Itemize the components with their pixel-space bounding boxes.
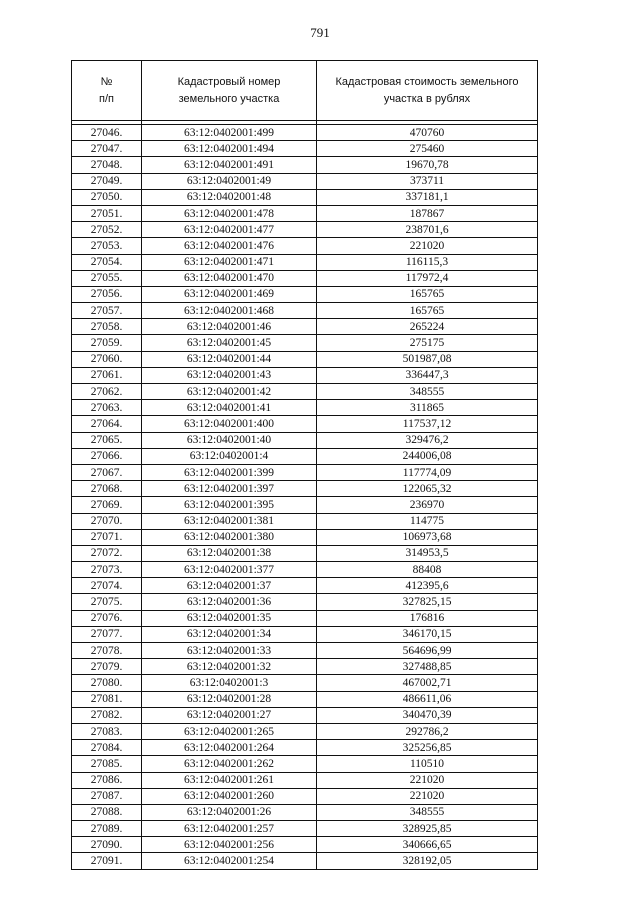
row-number-cell: 27056.: [72, 286, 142, 302]
table-row: [72, 254, 538, 270]
cadastral-value-cell: 244006,08: [317, 448, 538, 464]
row-number-cell: 27078.: [72, 643, 142, 659]
cadastral-number-cell: 63:12:0402001:257: [142, 821, 317, 837]
cadastral-value-cell: 117774,09: [317, 464, 538, 480]
cadastral-number-cell: 63:12:0402001:45: [142, 335, 317, 351]
cadastral-value-cell: 328192,05: [317, 853, 538, 869]
cadastral-number-cell: 63:12:0402001:40: [142, 432, 317, 448]
cadastral-value-cell: 106973,68: [317, 529, 538, 545]
cadastral-value-cell: 265224: [317, 319, 538, 335]
row-number-cell: 27077.: [72, 626, 142, 642]
cadastral-value-cell: 176816: [317, 610, 538, 626]
cadastral-value-cell: 122065,32: [317, 481, 538, 497]
cadastral-value-cell: 110510: [317, 756, 538, 772]
table-row: [72, 691, 538, 707]
table-row: [72, 303, 538, 319]
cadastral-number-cell: 63:12:0402001:477: [142, 222, 317, 238]
cadastral-number-cell: 63:12:0402001:478: [142, 205, 317, 221]
cadastral-number-cell: 63:12:0402001:494: [142, 141, 317, 157]
table-row: [72, 205, 538, 221]
table-row: [72, 319, 538, 335]
cadastral-value-cell: 373711: [317, 173, 538, 189]
row-number-cell: 27074.: [72, 578, 142, 594]
table-row: [72, 594, 538, 610]
row-number-cell: 27053.: [72, 238, 142, 254]
row-number-cell: 27047.: [72, 141, 142, 157]
cadastral-value-cell: 165765: [317, 303, 538, 319]
table-row: [72, 853, 538, 869]
cadastral-value-cell: 187867: [317, 205, 538, 221]
cadastral-number-cell: 63:12:0402001:476: [142, 238, 317, 254]
cadastral-number-cell: 63:12:0402001:32: [142, 659, 317, 675]
cadastral-value-cell: 340666,65: [317, 837, 538, 853]
table-row: [72, 400, 538, 416]
cadastral-number-cell: 63:12:0402001:377: [142, 562, 317, 578]
cadastral-number-cell: 63:12:0402001:468: [142, 303, 317, 319]
row-number-cell: 27048.: [72, 157, 142, 173]
cadastral-value-cell: 337181,1: [317, 189, 538, 205]
row-number-cell: 27075.: [72, 594, 142, 610]
cadastral-number-cell: 63:12:0402001:49: [142, 173, 317, 189]
row-number-cell: 27069.: [72, 497, 142, 513]
cadastral-value-cell: 114775: [317, 513, 538, 529]
row-number-cell: 27070.: [72, 513, 142, 529]
cadastral-number-cell: 63:12:0402001:499: [142, 125, 317, 141]
row-number-cell: 27066.: [72, 448, 142, 464]
cadastral-value-cell: 467002,71: [317, 675, 538, 691]
row-number-cell: 27073.: [72, 562, 142, 578]
table-row: [72, 173, 538, 189]
table-row: [72, 626, 538, 642]
row-number-cell: 27082.: [72, 707, 142, 723]
row-number-cell: 27057.: [72, 303, 142, 319]
row-number-cell: 27072.: [72, 545, 142, 561]
table-row: [72, 481, 538, 497]
cadastral-number-cell: 63:12:0402001:33: [142, 643, 317, 659]
row-number-cell: 27051.: [72, 205, 142, 221]
row-number-cell: 27076.: [72, 610, 142, 626]
cadastral-value-cell: 328925,85: [317, 821, 538, 837]
row-number-cell: 27088.: [72, 804, 142, 820]
table-row: [72, 545, 538, 561]
cadastral-number-cell: 63:12:0402001:43: [142, 367, 317, 383]
table-row: [72, 189, 538, 205]
row-number-cell: 27085.: [72, 756, 142, 772]
cadastral-number-cell: 63:12:0402001:28: [142, 691, 317, 707]
table-row: [72, 270, 538, 286]
row-number-cell: 27060.: [72, 351, 142, 367]
table-row: [72, 529, 538, 545]
cadastral-number-cell: 63:12:0402001:41: [142, 400, 317, 416]
row-number-cell: 27087.: [72, 788, 142, 804]
cadastral-number-cell: 63:12:0402001:27: [142, 707, 317, 723]
cadastral-value-cell: 346170,15: [317, 626, 538, 642]
cadastral-value-cell: 275175: [317, 335, 538, 351]
row-number-cell: 27079.: [72, 659, 142, 675]
cadastral-value-cell: 117537,12: [317, 416, 538, 432]
table-row: [72, 707, 538, 723]
page-number: 791: [310, 25, 330, 40]
cadastral-value-cell: 564696,99: [317, 643, 538, 659]
header-cadastral-number: Кадастровый номер земельного участка: [142, 61, 317, 121]
cadastral-value-cell: 221020: [317, 238, 538, 254]
cadastral-value-cell: 329476,2: [317, 432, 538, 448]
cadastral-value-cell: 165765: [317, 286, 538, 302]
cadastral-number-cell: 63:12:0402001:265: [142, 723, 317, 739]
cadastral-value-cell: 311865: [317, 400, 538, 416]
cadastral-number-cell: 63:12:0402001:38: [142, 545, 317, 561]
row-number-cell: 27058.: [72, 319, 142, 335]
cadastral-value-cell: 501987,08: [317, 351, 538, 367]
row-number-cell: 27090.: [72, 837, 142, 853]
table-row: [72, 432, 538, 448]
row-number-cell: 27059.: [72, 335, 142, 351]
cadastral-value-cell: 116115,3: [317, 254, 538, 270]
cadastral-number-cell: 63:12:0402001:46: [142, 319, 317, 335]
cadastral-value-table: [71, 60, 538, 870]
row-number-cell: 27084.: [72, 740, 142, 756]
cadastral-number-cell: 63:12:0402001:397: [142, 481, 317, 497]
cadastral-number-cell: 63:12:0402001:262: [142, 756, 317, 772]
table-row: [72, 562, 538, 578]
cadastral-value-cell: 486611,06: [317, 691, 538, 707]
cadastral-value-cell: 221020: [317, 788, 538, 804]
row-number-cell: 27089.: [72, 821, 142, 837]
cadastral-number-cell: 63:12:0402001:3: [142, 675, 317, 691]
cadastral-value-cell: 340470,39: [317, 707, 538, 723]
row-number-cell: 27091.: [72, 853, 142, 869]
table-row: [72, 513, 538, 529]
row-number-cell: 27052.: [72, 222, 142, 238]
table-row: [72, 659, 538, 675]
cadastral-number-cell: 63:12:0402001:470: [142, 270, 317, 286]
table-row: [72, 788, 538, 804]
row-number-cell: 27064.: [72, 416, 142, 432]
cadastral-number-cell: 63:12:0402001:254: [142, 853, 317, 869]
cadastral-number-cell: 63:12:0402001:264: [142, 740, 317, 756]
cadastral-value-cell: 325256,85: [317, 740, 538, 756]
cadastral-value-cell: 236970: [317, 497, 538, 513]
cadastral-number-cell: 63:12:0402001:491: [142, 157, 317, 173]
cadastral-value-cell: 327488,85: [317, 659, 538, 675]
table-row: [72, 367, 538, 383]
cadastral-number-cell: 63:12:0402001:471: [142, 254, 317, 270]
row-number-cell: 27065.: [72, 432, 142, 448]
cadastral-number-cell: 63:12:0402001:34: [142, 626, 317, 642]
table-row: [72, 222, 538, 238]
table-header-row: [72, 61, 538, 121]
cadastral-number-cell: 63:12:0402001:35: [142, 610, 317, 626]
cadastral-number-cell: 63:12:0402001:36: [142, 594, 317, 610]
row-number-cell: 27062.: [72, 384, 142, 400]
cadastral-value-cell: 88408: [317, 562, 538, 578]
row-number-cell: 27046.: [72, 125, 142, 141]
row-number-cell: 27050.: [72, 189, 142, 205]
table-row: [72, 141, 538, 157]
table-row: [72, 416, 538, 432]
table-row: [72, 675, 538, 691]
row-number-cell: 27080.: [72, 675, 142, 691]
table-row: [72, 125, 538, 141]
cadastral-value-cell: 238701,6: [317, 222, 538, 238]
cadastral-number-cell: 63:12:0402001:42: [142, 384, 317, 400]
cadastral-value-cell: 412395,6: [317, 578, 538, 594]
table-row: [72, 643, 538, 659]
table-row: [72, 157, 538, 173]
cadastral-number-cell: 63:12:0402001:261: [142, 772, 317, 788]
cadastral-number-cell: 63:12:0402001:399: [142, 464, 317, 480]
table-row: [72, 448, 538, 464]
table-row: [72, 238, 538, 254]
row-number-cell: 27086.: [72, 772, 142, 788]
table-row: [72, 804, 538, 820]
cadastral-number-cell: 63:12:0402001:381: [142, 513, 317, 529]
row-number-cell: 27054.: [72, 254, 142, 270]
cadastral-number-cell: 63:12:0402001:37: [142, 578, 317, 594]
cadastral-number-cell: 63:12:0402001:26: [142, 804, 317, 820]
cadastral-number-cell: 63:12:0402001:380: [142, 529, 317, 545]
table-row: [72, 723, 538, 739]
cadastral-value-cell: 327825,15: [317, 594, 538, 610]
table-row: [72, 335, 538, 351]
table-row: [72, 351, 538, 367]
table-row: [72, 578, 538, 594]
cadastral-number-cell: 63:12:0402001:256: [142, 837, 317, 853]
table-row: [72, 740, 538, 756]
cadastral-value-cell: 221020: [317, 772, 538, 788]
cadastral-value-cell: 314953,5: [317, 545, 538, 561]
cadastral-value-cell: 336447,3: [317, 367, 538, 383]
row-number-cell: 27067.: [72, 464, 142, 480]
cadastral-value-cell: 292786,2: [317, 723, 538, 739]
cadastral-value-cell: 117972,4: [317, 270, 538, 286]
cadastral-number-cell: 63:12:0402001:469: [142, 286, 317, 302]
header-row-number: № п/п: [72, 61, 142, 121]
table-body: [72, 125, 538, 870]
row-number-cell: 27061.: [72, 367, 142, 383]
table-row: [72, 821, 538, 837]
cadastral-value-cell: 348555: [317, 384, 538, 400]
table-row: [72, 384, 538, 400]
row-number-cell: 27049.: [72, 173, 142, 189]
row-number-cell: 27083.: [72, 723, 142, 739]
cadastral-value-cell: 19670,78: [317, 157, 538, 173]
row-number-cell: 27081.: [72, 691, 142, 707]
table-row: [72, 772, 538, 788]
table-row: [72, 756, 538, 772]
row-number-cell: 27063.: [72, 400, 142, 416]
cadastral-value-cell: 275460: [317, 141, 538, 157]
cadastral-number-cell: 63:12:0402001:44: [142, 351, 317, 367]
table-row: [72, 497, 538, 513]
cadastral-number-cell: 63:12:0402001:395: [142, 497, 317, 513]
row-number-cell: 27055.: [72, 270, 142, 286]
header-cadastral-value: Кадастровая стоимость земельного участка в рублях: [317, 61, 538, 121]
table-row: [72, 286, 538, 302]
row-number-cell: 27071.: [72, 529, 142, 545]
cadastral-value-cell: 348555: [317, 804, 538, 820]
table-row: [72, 837, 538, 853]
cadastral-value-cell: 470760: [317, 125, 538, 141]
cadastral-number-cell: 63:12:0402001:4: [142, 448, 317, 464]
table-row: [72, 610, 538, 626]
cadastral-number-cell: 63:12:0402001:400: [142, 416, 317, 432]
table-row: [72, 464, 538, 480]
row-number-cell: 27068.: [72, 481, 142, 497]
cadastral-number-cell: 63:12:0402001:260: [142, 788, 317, 804]
cadastral-number-cell: 63:12:0402001:48: [142, 189, 317, 205]
